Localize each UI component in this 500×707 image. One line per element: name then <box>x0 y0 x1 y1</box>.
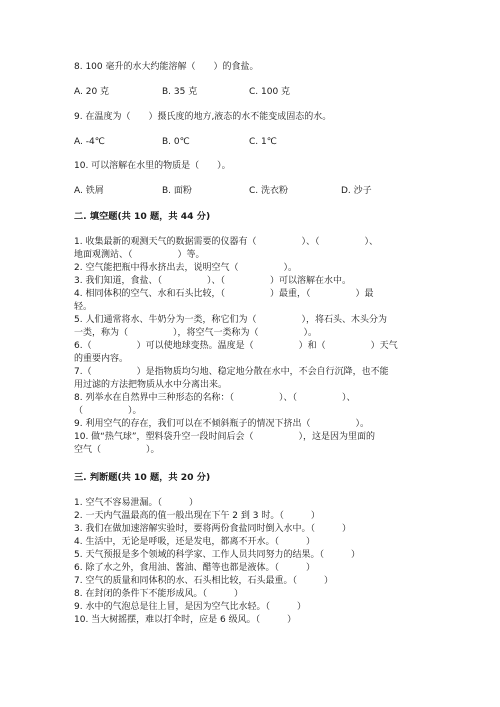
fill-line: 一类，称为（ ），将空气一类称为（ ）。 <box>74 328 318 338</box>
fill-section-heading: 二. 填空题(共 10 题，共 44 分) <box>74 211 211 222</box>
judge-line: 5. 天气预报是多个领域的科学家、工作人员共同努力的结果。（ ） <box>74 550 360 560</box>
mc-q9-stem: 9. 在温度为（ ）摄氏度的地方,液态的水不能变成固态的水。 <box>74 112 332 122</box>
mc-q8-option-c: C. 100 克 <box>249 87 291 97</box>
mc-q8-stem: 8. 100 毫升的水大约能溶解（ ）的食盐。 <box>74 62 259 72</box>
judge-line: 6. 除了水之外，食用油、酱油、醋等也都是液体。（ ） <box>74 563 315 573</box>
mc-q10-option-c: C. 洗衣粉 <box>249 186 289 196</box>
fill-line: （ ）。 <box>74 406 142 416</box>
judge-section-heading: 三. 判断题(共 10 题，共 20 分) <box>74 472 211 483</box>
fill-line: 用过滤的方法把物质从水中分离出来。 <box>74 380 228 390</box>
judge-line: 10. 当大树摇摆，难以打伞时，应是 6 级风。（ ） <box>74 615 297 625</box>
judge-line: 1. 空气不容易泄漏。（ ） <box>74 498 198 508</box>
mc-q10-option-b: B. 面粉 <box>162 186 192 196</box>
fill-line: 7.（ ）是指物质均匀地、稳定地分散在水中，不会自行沉降，也不能 <box>74 367 389 377</box>
mc-q9-option-a: A. -4℃ <box>74 137 105 147</box>
judge-line: 3. 我们在做加速溶解实验时，要将两份食盐同时倒入水中。（ ） <box>74 524 351 534</box>
mc-q9-option-c: C. 1℃ <box>249 137 277 147</box>
fill-line: 9. 利用空气的存在，我们可以在不倾斜瓶子的情况下挤出（ ）。 <box>74 419 369 429</box>
mc-q10-stem: 10. 可以溶解在水里的物质是（ ）。 <box>74 161 231 171</box>
fill-line: 1. 收集最新的观测天气的数据需要的仪器有（ ）、（ ）、 <box>74 237 378 247</box>
fill-line: 3. 我们知道，食盐、（ ）、（ ）可以溶解在水中。 <box>74 276 351 286</box>
fill-line: 的重要内容。 <box>74 354 129 364</box>
fill-line: 2. 空气能把瓶中得水挤出去，说明空气（ ）。 <box>74 263 297 273</box>
mc-q10-option-d: D. 沙子 <box>341 186 372 196</box>
fill-line: 6.（ ）可以使地球变热。温度是（ ）和（ ）天气 <box>74 341 398 351</box>
judge-line: 2. 一天内气温最高的值一般出现在下午 2 到 3 时。（ ） <box>74 511 320 521</box>
fill-line: 4. 相同体积的空气、水和石头比较，（ ）最重，（ ）最 <box>74 289 374 299</box>
fill-line: 地面观测站、（ ）等。 <box>74 250 205 260</box>
fill-line: 轻。 <box>74 302 93 312</box>
fill-line: 空气（ ）。 <box>74 445 160 455</box>
mc-q10-option-a: A. 铁屑 <box>74 186 104 196</box>
fill-line: 5. 人们通常将水、牛奶分为一类，称它们为（ ），将石头、木头分为 <box>74 315 387 325</box>
mc-q8-option-a: A. 20 克 <box>74 87 110 97</box>
mc-q8-option-b: B. 35 克 <box>162 87 198 97</box>
judge-line: 8. 在封闭的条件下不能形成风。（ ） <box>74 589 243 599</box>
judge-line: 7. 空气的质量和同体积的水、石头相比较，石头最重。（ ） <box>74 576 333 586</box>
mc-q9-option-b: B. 0℃ <box>162 137 190 147</box>
fill-line: 8. 列举水在自然界中三种形态的名称：（ ）、（ ）、 <box>74 393 356 403</box>
judge-line: 9. 水中的气泡总是往上冒，是因为空气比水轻。（ ） <box>74 602 306 612</box>
judge-line: 4. 生活中，无论是呼吸，还是发电，都离不开水。（ ） <box>74 537 315 547</box>
fill-line: 10. 做“热气球”，塑料袋升空一段时间后会（ ），这是因为里面的 <box>74 432 376 442</box>
